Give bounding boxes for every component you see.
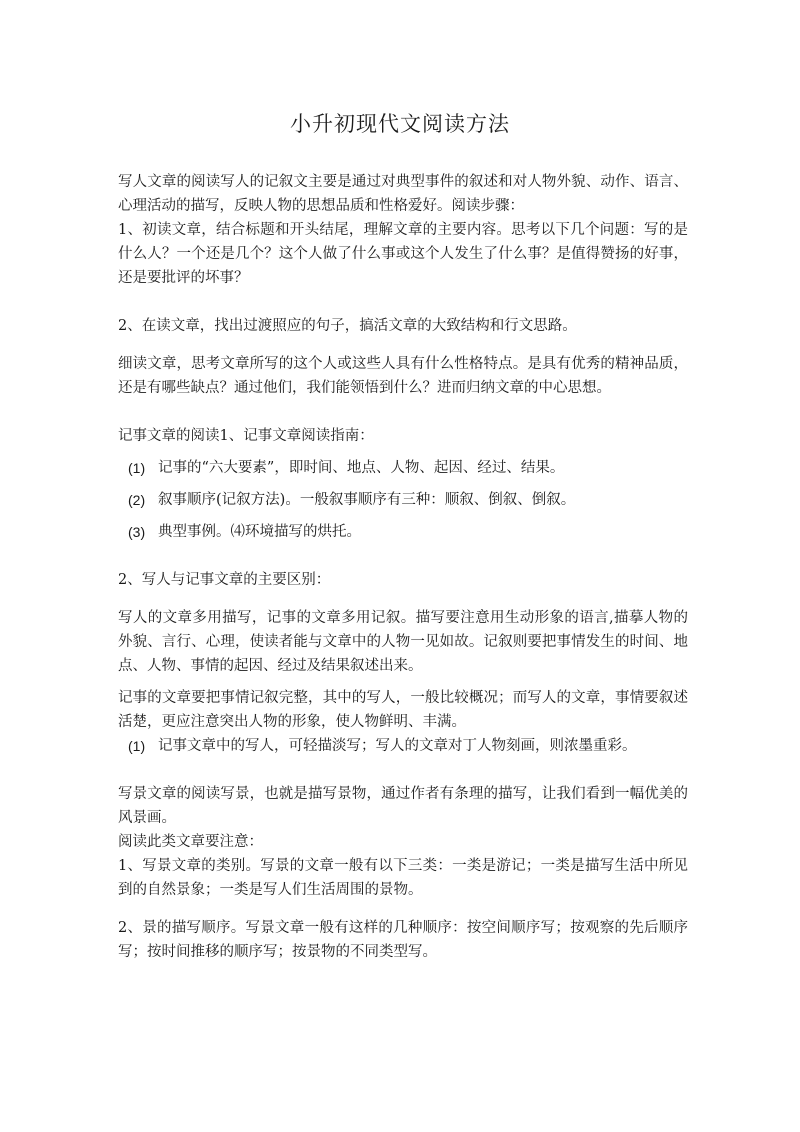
- paragraph-narrative-guide: 记事文章的阅读1、记事文章阅读指南：: [118, 428, 374, 444]
- list-item-text: 典型事例。⑷环境描写的烘托。: [158, 524, 361, 540]
- list-item: [118, 488, 688, 512]
- paragraph-scenery-order: 2、景的描写顺序。写景文章一般有这样的几种顺序：按空间顺序写；按观察的先后顺序写；按时间推移的顺序写；按景物的不同类型写。: [118, 920, 688, 960]
- paragraph-scenery-types: 1、写景文章的类别。写景的文章一般有以下三类：一类是游记；一类是描写生活中所见到的自然景象；一类是写人们生活周围的景物。: [118, 858, 688, 898]
- paragraph-step-2: 2、在读文章，找出过渡照应的句子，搞活文章的大致结构和行文思路。: [118, 318, 577, 334]
- list-item-number: (3): [128, 524, 146, 540]
- list-item-text: 记事文章中的写人，可轻描淡写；写人的文章对丁人物刻画，则浓墨重彩。: [158, 738, 637, 754]
- paragraph-step-1: 1、初读文章，结合标题和开头结尾，理解文章的主要内容。思考以下几个问题：写的是什么人？一个还是几个？这个人做了什么事或这个人发生了什么事？是值得赞扬的好事，还是要批评的坏事？: [118, 222, 688, 286]
- list-item: [118, 456, 688, 480]
- list-item: [118, 520, 688, 544]
- page-title: 小升初现代文阅读方法: [290, 112, 510, 136]
- document-body: [118, 170, 688, 964]
- paragraph-difference-heading: 2、写人与记事文章的主要区别：: [118, 572, 331, 588]
- paragraph-difference-1: 写人的文章多用描写，记事的文章多用记叙。描写要注意用生动形象的语言,描摹人物的外貌、言行、心理，使读者能与文章中的人物一见如故。记叙则要把事情发生的时间、地点、人物、事情的起因、经过及结果叙述出来。: [118, 610, 688, 674]
- list-item-number: (2): [128, 492, 146, 508]
- list-item-number: (1): [128, 460, 146, 476]
- paragraph-close-reading: 细读文章，思考文章所写的这个人或这些人具有什么性格特点。是具有优秀的精神品质，还是有哪些缺点？通过他们，我们能领悟到什么？进而归纳文章的中心思想。: [118, 356, 688, 396]
- list-item: [118, 734, 688, 758]
- paragraph-scenery-notice: 阅读此类文章要注意：: [118, 834, 263, 850]
- list-item-number: (1): [128, 738, 146, 754]
- paragraph-difference-2: 记事的文章要把事情记叙完整，其中的写人，一般比较概况；而写人的文章，事情要叙述活楚，更应注意突出人物的形象，使人物鲜明、丰满。: [118, 690, 688, 730]
- paragraph-intro: 写人文章的阅读写人的记叙文主要是通过对典型事件的叙述和对人物外貌、动作、语言、心理活动的描写，反映人物的思想品质和性格爱好。阅读步骤：: [118, 174, 688, 214]
- list-item-text: 叙事顺序(记叙方法)。一般叙事顺序有三种：顺叙、倒叙、倒叙。: [158, 492, 576, 508]
- paragraph-scenery-intro: 写景文章的阅读写景，也就是描写景物，通过作者有条理的描写，让我们看到一幅优美的风景画。: [118, 786, 688, 826]
- list-item-text: 记事的“六大要素”，即时间、地点、人物、起因、经过、结果。: [158, 460, 565, 476]
